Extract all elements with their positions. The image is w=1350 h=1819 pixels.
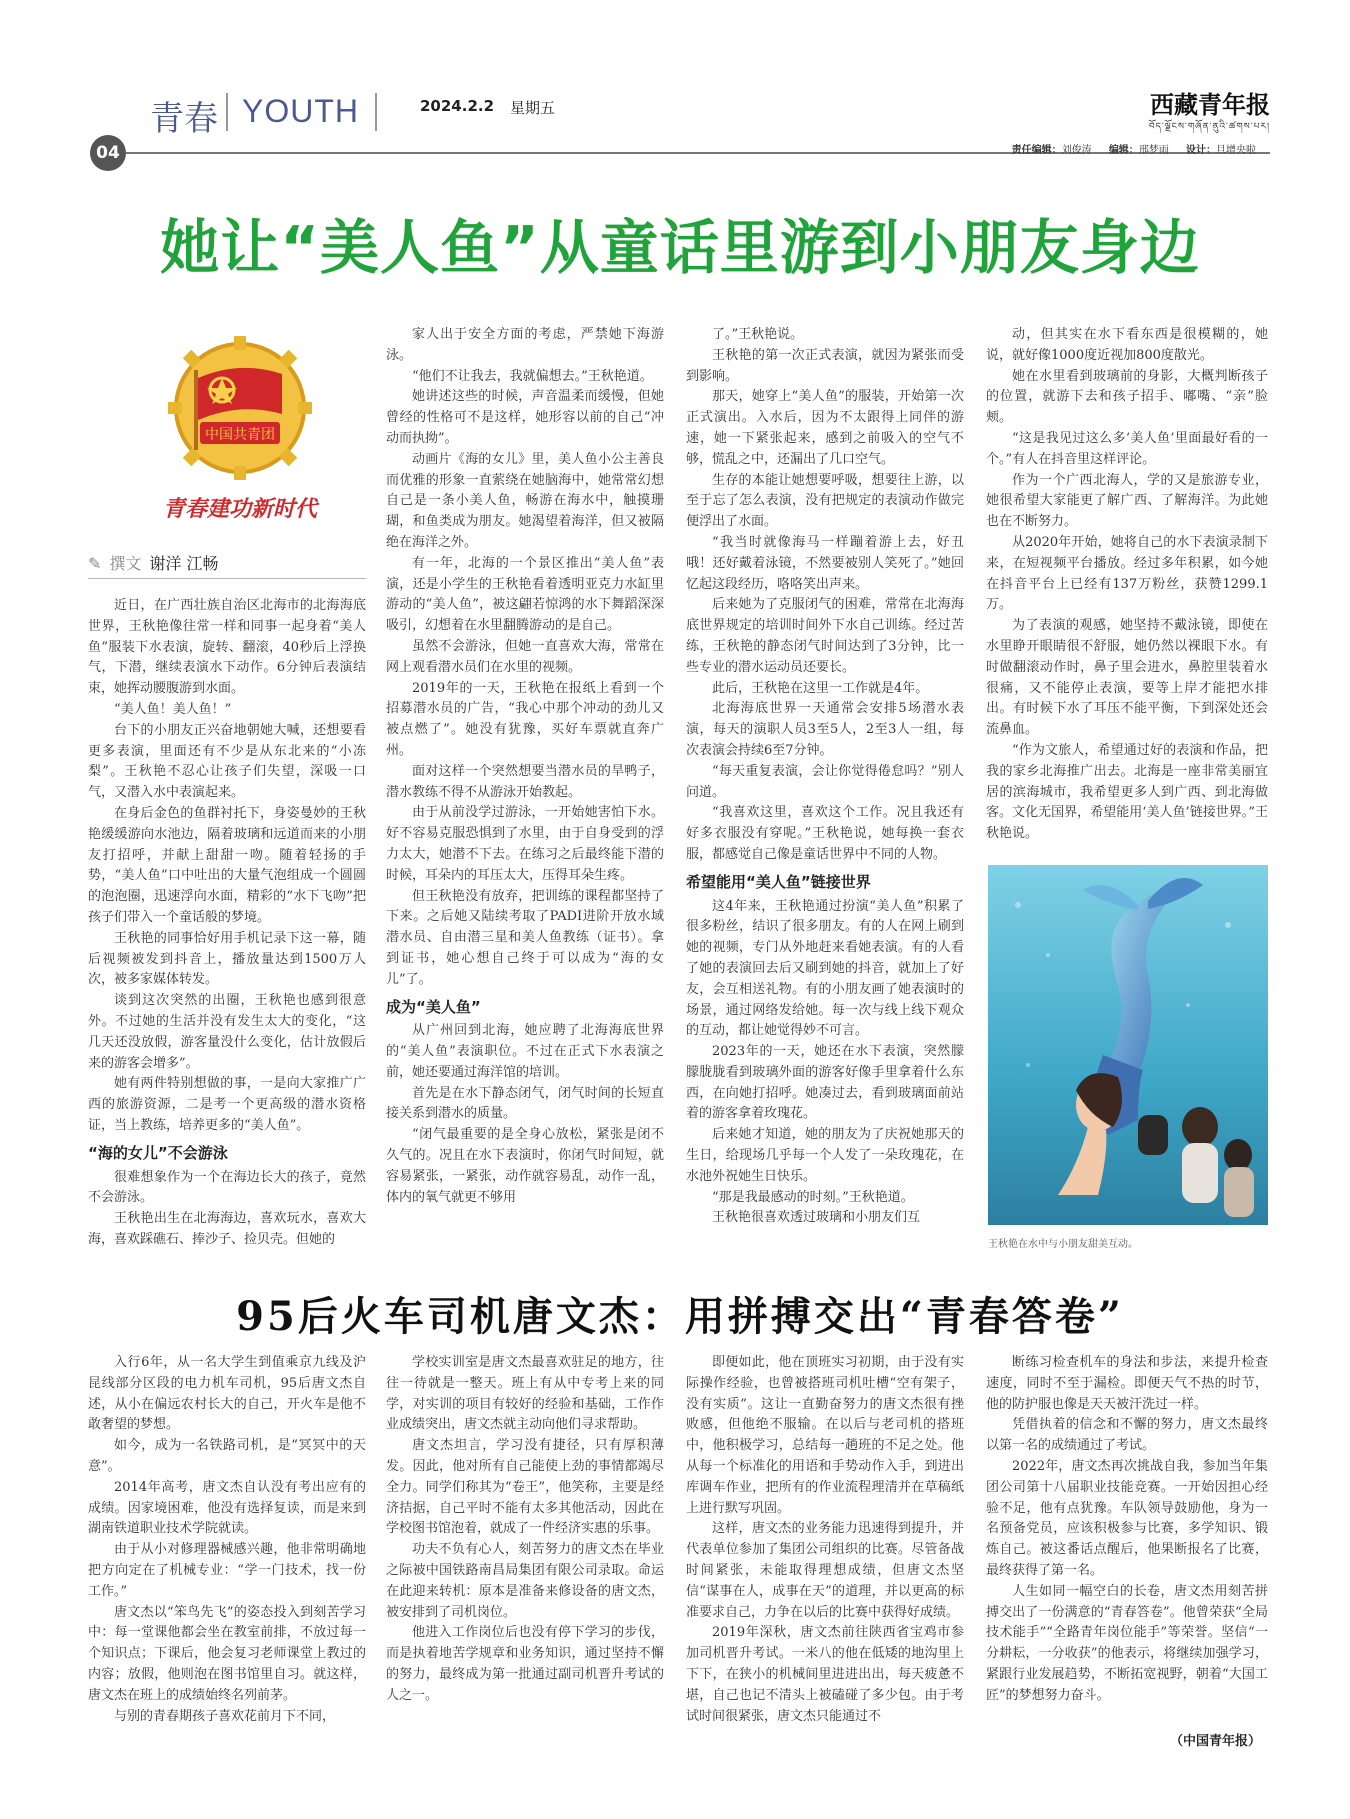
page-number: 04 [90, 135, 126, 171]
paragraph: 后来她才知道，她的朋友为了庆祝她那天的生日，给现场几乎每一个人发了一朵玫瑰花，在水池外祝她生日快乐。 [686, 1127, 964, 1184]
paragraph: 近日，在广西壮族自治区北海市的北海海底世界，王秋艳像往常一样和同事一起身着“美人鱼”服装下水表演，旋转、翻滚，40秒后上浮换气，下潜，继续表演水下动作。6分钟后表演结束，她挥动腰腹游到水面。 [88, 598, 366, 697]
paragraph: 动，但其实在水下看东西是很模糊的，她说，就好像1000度近视加800度散光。 [986, 327, 1268, 363]
subheading-sea-daughter: “海的女儿”不会游泳 [88, 1143, 228, 1162]
youth-league-emblem [140, 330, 340, 530]
issue-date: 2024.2.2 [420, 97, 495, 115]
paragraph: 学校实训室是唐文杰最喜欢驻足的地方，往往一待就是一整天。班上有从中专考上来的同学，对实训的项目有较好的经验和基础，工作作业成绩突出，唐文杰就主动向他们寻求帮助。 [386, 1355, 664, 1433]
paragraph: 王秋艳出生在北海海边，喜欢玩水，喜欢大海，喜欢踩礁石、捧沙子、捡贝壳。但她的 [88, 1211, 366, 1247]
editor2-name: 邢梦雨 [1138, 145, 1169, 156]
newspaper-name: 西藏青年报 [1150, 90, 1270, 119]
paragraph: 这4年来，王秋艳通过扮演“美人鱼”积累了很多粉丝，结识了很多朋友。有的人在网上刷到她的视频，专门从外地赶来看她表演。有的人看了她的表演回去后又刷到她的抖音，就加上了好友，会互相送礼物。有的小朋友画了她表演时的场景，通过网络发给她。每一次与线上线下观众的互动，都让她觉得妙不可言。 [686, 898, 964, 1039]
paragraph: 家人出于安全方面的考虑，严禁她下海游泳。 [386, 327, 664, 363]
paragraph: “美人鱼！美人鱼！” [114, 701, 232, 717]
paragraph: 王秋艳的第一次正式表演，就因为紧张而受到影响。 [686, 347, 964, 384]
paragraph: 入行6年，从一名大学生到值乘京九线及沪昆线部分区段的电力机车司机，95后唐文杰自述，从小在偏远农村长大的自己，开火车是他不敢奢望的梦想。 [88, 1355, 366, 1433]
emblem-graphic [140, 330, 340, 530]
paragraph: 她在水里看到玻璃前的身影，大概判断孩子的位置，就游下去和孩子招手、嘟嘴、“亲”脸颊。 [986, 368, 1268, 426]
source-credit: （中国青年报） [1170, 1734, 1262, 1749]
paragraph: 王秋艳很喜欢透过玻璃和小朋友们互 [712, 1210, 921, 1226]
paragraph: 面对这样一个突然想要当潜水员的旱鸭子，潜水教练不得不从游泳开始教起。 [386, 763, 664, 800]
paragraph: 了。”王秋艳说。 [712, 327, 804, 342]
paragraph: 即便如此，他在顶班实习初期，由于没有实际操作经验，也曾被搭班司机吐槽“空有架子，没有实质”。这让一直勤奋努力的唐文杰很有挫败感，但他绝不服输。在以后与老司机的搭班中，他积极学习，总结每一趟班的不足之处。他从每一个标准化的用语和手势动作入手，到进出库调车作业，把所有的作业流程理清并在草稿纸上进行默写巩固。 [686, 1355, 964, 1516]
paragraph: “那是我最感动的时刻。”王秋艳道。 [712, 1189, 914, 1205]
paragraph: 人生如同一幅空白的长卷，唐文杰用刻苦拼搏交出了一份满意的“青春答卷”。他曾荣获“全局技术能手”“全路青年岗位能手”等荣誉。坚信“一分耕耘，一分收获”的他表示，将继续加强学习，紧跟行业发展趋势，不断拓宽视野，朝着“大国工匠”的梦想努力奋斗。 [986, 1583, 1268, 1703]
paragraph: 断练习检查机车的身法和步法，来提升检查速度，同时不至于漏检。即便天气不热的时节，他的防护服也像是天天被汗洗过一样。 [986, 1355, 1268, 1412]
section-name-en: YOUTH [242, 93, 359, 129]
paragraph: 2019年的一天，王秋艳在报纸上看到一个招募潜水员的广告，“我心中那个冲动的劲儿又被点燃了”。她没有犹豫，买好车票就直奔广州。 [386, 680, 664, 758]
paragraph: 首先是在水下静态闭气，闭气时间的长短直接关系到潜水的质量。 [386, 1085, 664, 1122]
paragraph: “这是我见过这么多‘美人鱼’里面最好看的一个。”有人在抖音里这样评论。 [986, 430, 1268, 467]
col2b-paragraphs [386, 1021, 664, 1208]
paragraph: 与别的青春期孩子喜欢花前月下不同， [114, 1708, 336, 1724]
author-names: 谢洋 江畅 [149, 554, 219, 573]
divider [226, 93, 228, 131]
paragraph: 2022年，唐文杰再次挑战自我，参加当年集团公司第十八届职业技能竞赛。一开始因担心经验不足，他有点犹豫。车队领导鼓励他，身为一名预备党员，应该积极参与比赛，多学知识、锻炼自己。被这番话点醒后，他果断报名了比赛，最终获得了第一名。 [986, 1458, 1268, 1578]
paragraph: 从广州回到北海，她应聘了北海海底世界的“美人鱼”表演职位。不过在正式下水表演之前，她还要通过海洋馆的培训。 [386, 1023, 664, 1080]
a2-col1-paragraphs [88, 1353, 366, 1727]
pencil-icon: ✎ [88, 554, 102, 573]
col1b-paragraphs [88, 1168, 366, 1251]
slogan: 青春建功新时代 [162, 496, 318, 522]
paragraph: “我喜欢这里，喜欢这个工作。况且我还有好多衣服没有穿呢。”王秋艳说，她每换一套衣服，都感觉自己像是童话世界中不同的人物。 [686, 805, 964, 862]
a2-col2-paragraphs [386, 1353, 664, 1707]
article1-column-3 [686, 325, 964, 1229]
paragraph: 由于从小对修理器械感兴趣，他非常明确地把方向定在了机械专业：“学一门技术，找一份工作。” [88, 1542, 366, 1599]
editor-name: 刘俊涛 [1061, 145, 1092, 156]
paragraph: 2014年高考，唐文杰自认没有考出应有的成绩。因家境困难，他没有选择复读，而是来到湖南铁道职业技术学院就读。 [88, 1479, 366, 1537]
col3-paragraphs [686, 325, 964, 866]
mermaid-illustration [988, 865, 1268, 1225]
paragraph: 从2020年开始，她将自己的水下表演录制下来，在短视频平台播放。经过多年积累，如今她在抖音平台上已经有137万粉丝，获赞1299.1万。 [986, 534, 1268, 613]
paragraph: 唐文杰以“笨鸟先飞”的姿态投入到刻苦学习中：每一堂课他都会坐在教室前排，不放过每一个知识点；下课后，他会复习老师课堂上教过的内容；放假，他则泡在图书馆里自习。就这样，唐文杰在班上的成绩始终名列前茅。 [88, 1604, 366, 1703]
paragraph: “他们不让我去，我就偏想去。”王秋艳道。 [412, 368, 653, 384]
article2-column-4 [986, 1353, 1268, 1707]
paragraph: 王秋艳的同事恰好用手机记录下这一幕，随后视频被发到抖音上，播放量达到1500万人次，被多家媒体转发。 [88, 930, 366, 988]
article2-column-3 [686, 1353, 964, 1727]
article2-headline: 95后火车司机唐文杰：用拼搏交出“青春答卷” [236, 1293, 1124, 1340]
paragraph: 如今，成为一名铁路司机，是“冥冥中的天意”。 [88, 1438, 366, 1474]
paragraph: 生存的本能让她想要呼吸，想要往上游，以至于忘了怎么表演，没有把规定的表演动作做完便浮出了水面。 [686, 472, 964, 530]
section-name-cn: 青春 [150, 99, 218, 139]
paragraph: “作为文旅人，希望通过好的表演和作品，把我的家乡北海推广出去。北海是一座非常美丽宜居的滨海城市，我希望更多人到广西、到北海做客。文化无国界，希望能用‘美人鱼’链接世界。”王秋艳说。 [986, 742, 1268, 842]
mermaid-photo [988, 865, 1268, 1225]
paragraph: 由于从前没学过游泳，一开始她害怕下水。好不容易克服恐惧到了水里，由于自身受到的浮力太大，她潜不下去。在练习之后最终能下潜的时候，耳朵内的耳压太大，压得耳朵生疼。 [386, 805, 664, 883]
editor-credits [1012, 141, 1270, 156]
paragraph: 2019年深秋，唐文杰前往陕西省宝鸡市参加司机晋升考试。一米八的他在低矮的地沟里上下下，在狭小的机械间里进进出出，每天疲惫不堪，自己也记不清头上被磕碰了多少包。由于考试时间很紧张，唐文杰只能通过不 [686, 1625, 964, 1724]
author-label: 撰文 [109, 554, 142, 573]
subheading-link-world: 希望能用“美人鱼”链接世界 [686, 872, 871, 891]
article2-column-2 [386, 1353, 664, 1707]
article1-column-1 [88, 596, 366, 1251]
paragraph: 虽然不会游泳，但她一直喜欢大海，常常在网上观看潜水员们在水里的视频。 [386, 638, 664, 675]
paragraph: 她讲述这些的时候，声音温柔而缓慢，但她曾经的性格可不是这样，她形容以前的自己“冲动而执拗”。 [386, 389, 664, 446]
paragraph: 台下的小朋友正兴奋地朝她大喊，还想要看更多表演，里面还有不少是从东北来的“小冻梨”。王秋艳不忍心让孩子们失望，深吸一口气，又潜入水中表演起来。 [88, 722, 366, 801]
article1-headline: 她让“美人鱼”从童话里游到小朋友身边 [160, 213, 1200, 282]
editor-label: 责任编辑： [1011, 145, 1062, 156]
paragraph: 但王秋艳没有放弃，把训练的课程都坚持了下来。之后她又陆续考取了PADI进阶开放水域潜水员、自由潜三星和美人鱼教练（证书）。拿到证书，她心想自己终于可以成为“海的女儿”了。 [386, 888, 664, 987]
photo-caption: 王秋艳在水中与小朋友甜美互动。 [988, 1239, 1138, 1250]
issue-weekday: 星期五 [510, 99, 556, 117]
paragraph: “闭气最重要的是全身心放松，紧张是闭不久气的。况且在水下表演时，你闭气时间短，就容易紧张，一紧张，动作就容易乱，动作一乱，体内的氧气就更不够用 [386, 1127, 664, 1205]
designer-name: 旦增央啦 [1216, 145, 1256, 156]
paragraph: 北海海底世界一天通常会安排5场潜水表演，每天的演职人员3至5人，2至3人一组，每次表演会持续6至7分钟。 [686, 701, 964, 758]
paragraph: 他进入工作岗位后也没有停下学习的步伐，而是执着地苦学规章和业务知识，通过坚持不懈的努力，最终成为第一批通过副司机晋升考试的人之一。 [386, 1625, 664, 1703]
paragraph: “每天重复表演，会让你觉得倦怠吗？”别人问道。 [686, 763, 964, 800]
paragraph: 功夫不负有心人，刻苦努力的唐文杰在毕业之际被中国铁路南昌局集团有限公司录取。命运在此迎来转机：原本是准备来修设备的唐文杰，被安排到了司机岗位。 [386, 1542, 664, 1620]
paragraph: 在身后金色的鱼群衬托下，身姿曼妙的王秋艳缓缓游向水池边，隔着玻璃和远道而来的小朋友打招呼，并献上甜甜一吻。随着轻扬的手势，“美人鱼”口中吐出的大量气泡组成一个圆圆的泡泡圈，迅速浮向水面，精彩的“水下飞吻”把孩子们带入一个童话般的梦境。 [88, 805, 366, 925]
article1-column-4 [986, 325, 1268, 845]
paragraph: 凭借执着的信念和不懈的努力，唐文杰最终以第一名的成绩通过了考试。 [986, 1417, 1268, 1454]
article1-column-2 [386, 325, 664, 1208]
paragraph: 此后，王秋艳在这里一工作就是4年。 [712, 680, 929, 696]
paragraph: “我当时就像海马一样蹦着游上去，好丑哦！还好戴着泳镜，不然要被别人笑死了。”她回忆起这段经历，咯咯笑出声来。 [686, 534, 964, 592]
col3b-paragraphs [686, 897, 964, 1230]
paragraph: 那天，她穿上“美人鱼”的服装，开始第一次正式演出。入水后，因为不太跟得上同伴的游速，她一下紧张起来，感到之前吸入的空气不够，慌乱之中，还漏出了几口空气。 [686, 389, 964, 467]
a2-col3-paragraphs [686, 1353, 964, 1727]
designer-label: 设计： [1186, 145, 1216, 156]
divider [375, 93, 377, 131]
paragraph: 2023年的一天，她还在水下表演，突然朦朦胧胧看到玻璃外面的游客好像手里拿着什么东西，在向她打招呼。她凑过去，看到玻璃面前站着的游客拿着玫瑰花。 [686, 1044, 964, 1122]
paragraph: 后来她为了克服闭气的困难，常常在北海海底世界规定的培训时间外下水自己训练。经过苦练，王秋艳的静态闭气时间达到了3分钟，比一些专业的潜水运动员还要长。 [686, 597, 964, 675]
page-header [90, 85, 1270, 163]
article2-column-1 [88, 1353, 366, 1727]
newspaper-name-tibetan: བོད་ལྗོངས་གཞོན་ནུའི་ཚགས་པར། [1148, 122, 1270, 132]
emblem-text: 中国共青团 [205, 427, 275, 443]
paragraph: 她有两件特别想做的事，一是向大家推广广西的旅游资源，二是考一个更高级的潜水资格证，当上教练，培养更多的“美人鱼”。 [88, 1076, 366, 1133]
editor2-label: 编辑： [1108, 145, 1139, 156]
byline [88, 551, 366, 579]
paragraph: 为了表演的观感，她坚持不戴泳镜，即使在水里睁开眼睛很不舒服，她仍然以裸眼下水。有时做翻滚动作时，鼻子里会进水，鼻腔里装着水很痛，又不能停止表演，要等上岸才能把水排出。有时候下水了耳压不能平衡，下到深处还会流鼻血。 [986, 618, 1268, 738]
paragraph: 这样，唐文杰的业务能力迅速得到提升，并代表单位参加了集团公司组织的比赛。尽管备战时间紧张，未能取得理想成绩，但唐文杰坚信“谋事在人，成事在天”的道理，并以更高的标准要求自己，力争在以后的比赛中获得好成绩。 [686, 1521, 964, 1620]
col1-paragraphs [88, 596, 366, 1137]
paragraph: 很难想象作为一个在海边长大的孩子，竟然不会游泳。 [88, 1169, 366, 1206]
paragraph: 唐文杰坦言，学习没有捷径，只有厚积薄发。因此，他对所有自己能使上劲的事情都竭尽全力。同学们称其为“卷王”，他笑称，主要是经济拮据，自己平时不能有太多其他活动，因此在学校图书馆泡着，就成了一件经济实惠的乐事。 [386, 1438, 664, 1537]
paragraph: 有一年，北海的一个景区推出“美人鱼”表演，还是小学生的王秋艳看着透明亚克力水缸里游动的“美人鱼”，被这翩若惊鸿的水下舞蹈深深吸引，幻想着在水里翻腾游动的是自己。 [386, 555, 664, 634]
paragraph: 谈到这次突然的出圈，王秋艳也感到很意外。不过她的生活并没有发生太大的变化，“这几天还没放假，游客量没什么变化，估计放假后来的游客会增多”。 [88, 993, 366, 1071]
subheading-become-mermaid: 成为“美人鱼” [386, 997, 481, 1016]
col4-paragraphs [986, 325, 1268, 845]
col2-paragraphs [386, 325, 664, 991]
paragraph: 动画片《海的女儿》里，美人鱼小公主善良而优雅的形象一直萦绕在她脑海中，她常常幻想自己是一条小美人鱼，畅游在海水中，触摸珊瑚，和鱼类成为朋友。她渴望着海洋，但又被隔绝在海洋之外。 [386, 451, 664, 550]
paragraph: 作为一个广西北海人，学的又是旅游专业，她很希望大家能更了解广西、了解海洋。为此她也在不断努力。 [986, 472, 1268, 530]
a2-col4-paragraphs [986, 1353, 1268, 1707]
